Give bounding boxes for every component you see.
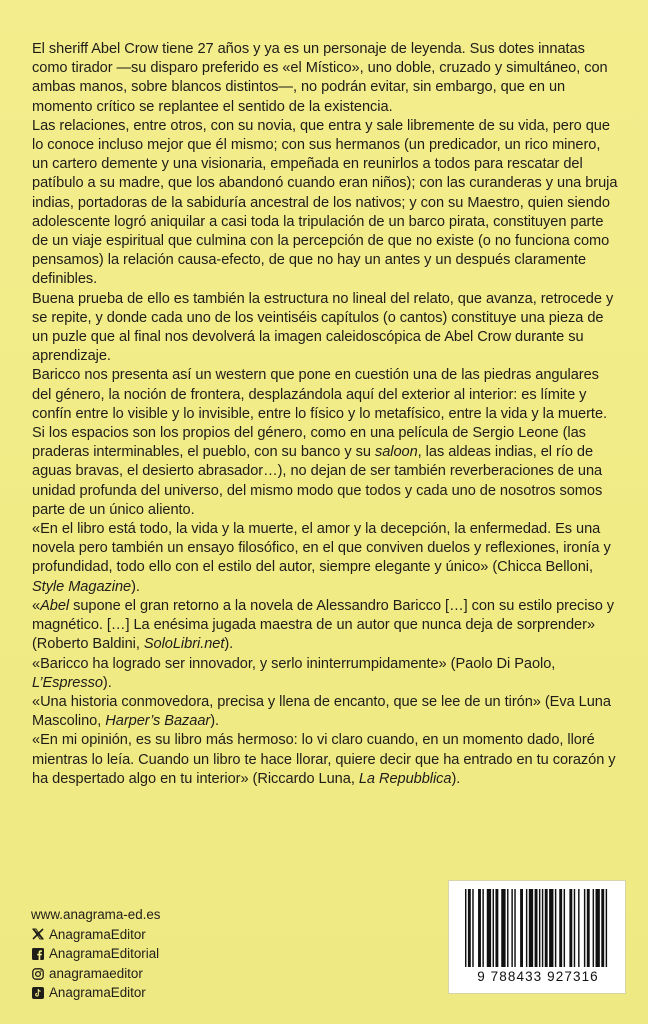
publisher-social-links xyxy=(31,905,161,1003)
title-italic: Abel xyxy=(40,597,70,614)
source-italic: Style Magazine xyxy=(32,578,132,595)
source-italic: Harper’s Bazaar xyxy=(105,713,211,730)
barcode-bar xyxy=(596,889,600,967)
italic-span: saloon xyxy=(374,444,418,461)
instagram-handle: anagramaeditor xyxy=(49,965,143,981)
review-quote-1 xyxy=(32,520,620,597)
tiktok-icon xyxy=(31,987,44,1000)
facebook-icon xyxy=(31,947,44,960)
text-span: ). xyxy=(102,674,112,691)
barcode-bar xyxy=(601,889,604,967)
barcode-bar xyxy=(539,889,540,967)
facebook-handle: AnagramaEditorial xyxy=(49,946,160,962)
barcode-bar xyxy=(501,889,505,967)
review-quote-4 xyxy=(32,693,620,731)
barcode-bar xyxy=(495,889,498,967)
x-logo-icon xyxy=(31,928,44,941)
barcode-bar xyxy=(569,889,572,967)
barcode-bar xyxy=(520,889,523,967)
text-span: « xyxy=(32,597,41,614)
barcode-bar xyxy=(606,889,607,967)
barcode-bar xyxy=(468,889,471,967)
synopsis-paragraph-3: Buena prueba de ello es también la estructura no lineal del relato, que avanza, retrocede y se repite, y donde cada uno de los veintiséis capítulos (o cantos) constituye una pieza de un puzle que al final nos devolverá la imagen caleidoscópica de Abel Crow durante su aprendizaje. xyxy=(32,290,614,365)
text-span: supone el gran retorno a la novela de Alessandro Baricco […] con su estilo preciso y magnético. […] La enésima jugada maestra de un autor que nunca deja de sorprender» (Roberto Baldini, xyxy=(32,597,615,653)
text-span: Baricco nos presenta así un western que pone en cuestión una de las piedras angulares del género, la noción de frontera, desplazándola aquí del exterior al interior: es límite y confín entre lo visible y lo invisible, entre lo físico y lo metafísico, entre la vida y la muerte. Si los espacios son los propios del género, como en una película de Sergio Leone (las praderas interminables, el pueblo, con su banco y su xyxy=(32,367,608,461)
barcode-bar xyxy=(549,889,553,967)
barcode-bar xyxy=(542,889,543,967)
barcode-bar xyxy=(478,889,481,967)
instagram-link[interactable] xyxy=(31,964,161,984)
website-link[interactable] xyxy=(31,905,161,925)
barcode-bar xyxy=(526,889,527,967)
blurb-text xyxy=(32,40,620,789)
synopsis-paragraph-2: Las relaciones, entre otros, con su novia, que entra y sale libremente de su vida, pero que lo conoce incluso mejor que él mismo; con sus hermanos (un predicador, un rico minero, un cartero demente y una visionaria, empeñada en reunirlos a todos para rescatar del patíbulo a su madre, que los abandonó cuando eran niños); con las curanderas y una bruja indias, portadoras de la sabiduría ancestral de los nativos; y con su Maestro, quien siendo adolescente logró aniquilar a casi toda la tripulación de un barco pirata, constituyen parte de un viaje espiritual que culmina con la percepción de que no existe (o no funciona como pensamos) la relación causa-efecto, de que no hay un antes y un después claramente definibles. xyxy=(32,117,618,288)
source-italic: La Repubblica xyxy=(358,770,452,787)
text-span: «En el libro está todo, la vida y la muerte, el amor y la decepción, la enfermedad. Es una novela pero también un ensayo filosófico, en el que conviven duelos y reflexiones, ironía y profundidad, todo ello con el estilo del autor, siempre elegante y único» (Chicca Belloni, xyxy=(32,521,611,576)
barcode-bar xyxy=(555,889,556,967)
text-span: ). xyxy=(224,636,234,653)
text-span: ). xyxy=(210,713,220,730)
x-handle: AnagramaEditor xyxy=(49,926,146,942)
text-span: ). xyxy=(451,770,461,787)
barcode-bar xyxy=(493,889,494,967)
barcode-bar xyxy=(535,889,538,967)
x-link[interactable] xyxy=(31,925,161,945)
barcode-bar xyxy=(511,889,512,967)
text-span: , las aldeas indias, el río de aguas bravas, el desierto abrasador…), no dejan de ser también reverberaciones de una unidad profunda del universo, del mismo modo que todos y cada uno de nosotros somos parte de un único aliento. xyxy=(32,444,603,518)
source-italic: L’Espresso xyxy=(32,674,103,691)
instagram-icon xyxy=(31,967,44,980)
synopsis-paragraph-1: El sheriff Abel Crow tiene 27 años y ya es un personaje de leyenda. Sus dotes innatas como tirador —su disparo preferido es «el Místico», uno doble, cruzado y simultáneo, con ambas manos, sobre blancos distintos—, no podrán evitar, sin embargo, que en un momento crítico se replantee el sentido de la existencia. xyxy=(32,41,608,115)
isbn-number: 9 788433 927316 xyxy=(477,969,599,984)
tiktok-link[interactable] xyxy=(31,983,161,1003)
barcode-bar xyxy=(574,889,575,967)
text-span: «En mi opinión, es su libro más hermoso: lo vi claro cuando, en un momento dado, lloré mientras lo leía. Cuando un libro te hace llorar, quiere decir que ha entrado en tu corazón y ha despertado algo en tu interior» (Riccardo Luna, xyxy=(32,732,616,787)
facebook-link[interactable] xyxy=(31,944,161,964)
text-span: ). xyxy=(131,578,140,595)
barcode-bar xyxy=(587,889,590,967)
barcode-bar xyxy=(559,889,562,967)
barcode-bar xyxy=(578,889,579,967)
review-quote-2 xyxy=(32,597,620,655)
text-span: «Una historia conmovedora, precisa y llena de encanto, que se lee de un tirón» (Eva Luna Mascolino, xyxy=(32,693,611,730)
barcode-bar xyxy=(593,889,594,967)
barcode-bar xyxy=(482,889,483,967)
tiktok-handle: AnagramaEditor xyxy=(49,985,146,1001)
isbn-barcode xyxy=(448,880,626,994)
barcode-bar xyxy=(514,889,515,967)
review-quote-5 xyxy=(32,731,620,789)
barcode-bar xyxy=(472,889,473,967)
barcode-bar xyxy=(529,889,533,967)
synopsis-paragraph-4 xyxy=(32,366,620,520)
barcode-bars xyxy=(463,889,611,969)
barcode-bar xyxy=(487,889,491,967)
review-quote-3 xyxy=(32,655,620,693)
barcode-bar xyxy=(465,889,466,967)
text-span: «Baricco ha logrado ser innovador, y serlo ininterrumpidamente» (Paolo Di Paolo, xyxy=(32,655,556,672)
barcode-bar xyxy=(584,889,585,967)
website-label: www.anagrama-ed.es xyxy=(31,907,161,922)
barcode-bar xyxy=(564,889,565,967)
source-italic: SoloLibri.net xyxy=(143,636,225,653)
barcode-bar xyxy=(545,889,548,967)
barcode-bar xyxy=(507,889,508,967)
